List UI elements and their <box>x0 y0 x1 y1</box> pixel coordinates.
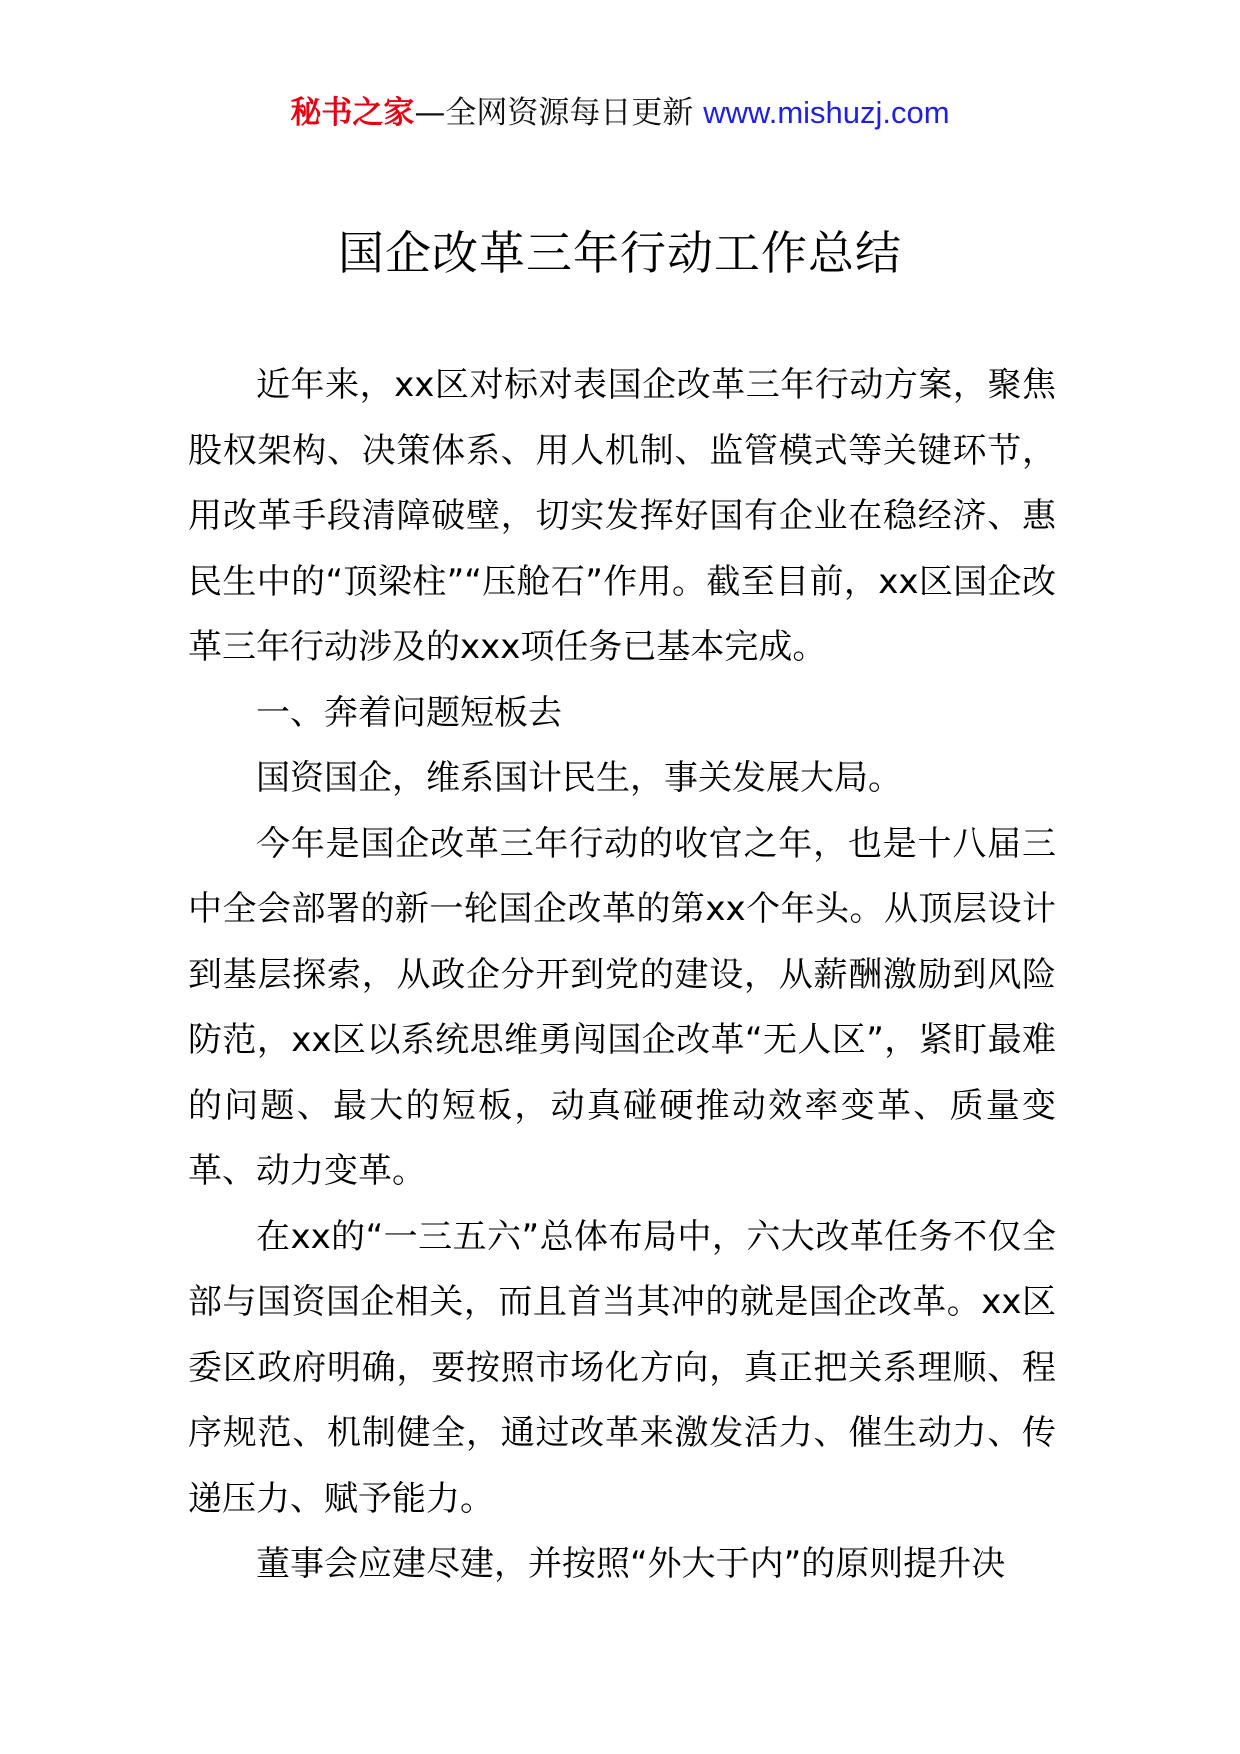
body-paragraph: 国资国企，维系国计民生，事关发展大局。 <box>256 758 902 798</box>
body-paragraph: 今年是国企改革三年行动的收官之年，也是十八届三中全会部署的新一轮国企改革的第xx个年头。从顶层设计到基层探索，从政企分开到党的建设，从薪酬激励到风险防范，xx区以系统思维勇闯国企改革“无人区”，紧盯最难的问题、最大的短板，动真碰硬推动效率变革、质量变革、动力变革。 <box>188 823 1056 1191</box>
body-paragraph: 在xx的“一三五六”总体布局中，六大改革任务不仅全部与国资国企相关，而且首当其冲的就是国企改革。xx区委区政府明确，要按照市场化方向，真正把关系理顺、程序规范、机制健全，通过改革来激发活力、催生动力、传递压力、赋予能力。 <box>188 1216 1056 1519</box>
body-paragraph: 近年来，xx区对标对表国企改革三年行动方案，聚焦股权架构、决策体系、用人机制、监管模式等关键环节，用改革手段清障破壁，切实发挥好国有企业在稳经济、惠民生中的“顶梁柱”“压舱石”作用。截至目前，xx区国企改革三年行动涉及的xxx项任务已基本完成。 <box>188 365 1056 667</box>
site-banner <box>0 88 1240 138</box>
document-body <box>188 353 1056 1598</box>
document-title: 国企改革三年行动工作总结 <box>338 226 902 280</box>
site-brand: 秘书之家 <box>290 95 415 131</box>
section-heading: 一、奔着问题短板去 <box>256 692 562 733</box>
body-paragraph: 董事会应建尽建，并按照“外大于内”的原则提升决 <box>256 1544 1006 1584</box>
site-url-link[interactable]: www.mishuzj.com <box>703 95 950 130</box>
site-slogan: —全网资源每日更新 <box>414 95 694 131</box>
